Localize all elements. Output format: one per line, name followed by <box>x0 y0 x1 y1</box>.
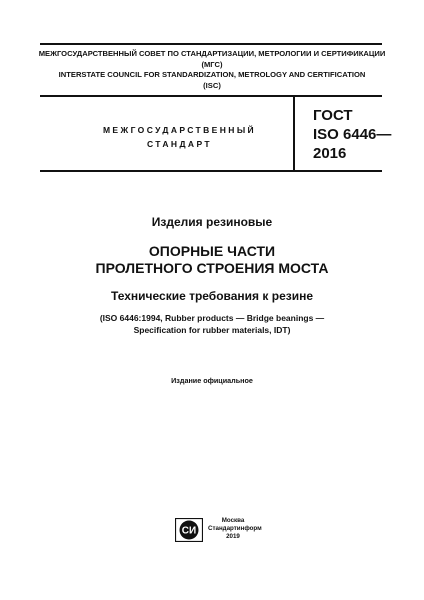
designation-line-1: ГОСТ <box>313 107 353 124</box>
publication-year: 2019 <box>226 533 240 540</box>
council-en-line-2: (ISC) <box>203 80 221 90</box>
main-title-line-2: ПРОЛЕТНОГО СТРОЕНИЯ МОСТА <box>95 260 329 276</box>
standard-type-line-1: МЕЖГОСУДАРСТВЕННЫЙ <box>102 125 257 135</box>
product-group: Изделия резиновые <box>151 215 273 229</box>
designation-line-2: ISO 6446— <box>313 126 392 143</box>
top-divider <box>40 43 382 45</box>
council-ru-line-1: МЕЖГОСУДАРСТВЕННЫЙ СОВЕТ ПО СТАНДАРТИЗАЦИИ, МЕТРОЛОГИИ И СЕРТИФИКАЦИИ <box>38 49 386 58</box>
middle-divider <box>40 95 382 97</box>
council-ru-line-2: (МГС) <box>201 59 223 69</box>
publisher-name: Стандартинформ <box>208 525 262 532</box>
vertical-divider <box>293 97 295 170</box>
subtitle: Технические требования к резине <box>110 289 314 303</box>
iso-reference-line-1: (ISO 6446:1994, Rubber products — Bridge beanings — <box>99 313 325 323</box>
publisher-city: Москва <box>221 517 245 524</box>
council-name-en <box>0 70 424 91</box>
main-title-line-1: ОПОРНЫЕ ЧАСТИ <box>148 243 276 259</box>
bottom-divider <box>40 170 382 172</box>
publisher-logo-text: СИ <box>181 525 197 537</box>
edition-note: Издание официальное <box>171 376 253 385</box>
standard-type-line-2: СТАНДАРТ <box>146 139 212 149</box>
publisher-logo <box>175 518 203 542</box>
council-en-line-1: INTERSTATE COUNCIL FOR STANDARDIZATION, METROLOGY AND CERTIFICATION <box>58 70 366 79</box>
council-name-ru <box>0 49 424 70</box>
designation-line-3: 2016 <box>313 145 347 162</box>
iso-reference-line-2: Specification for rubber materials, IDT) <box>133 325 291 335</box>
